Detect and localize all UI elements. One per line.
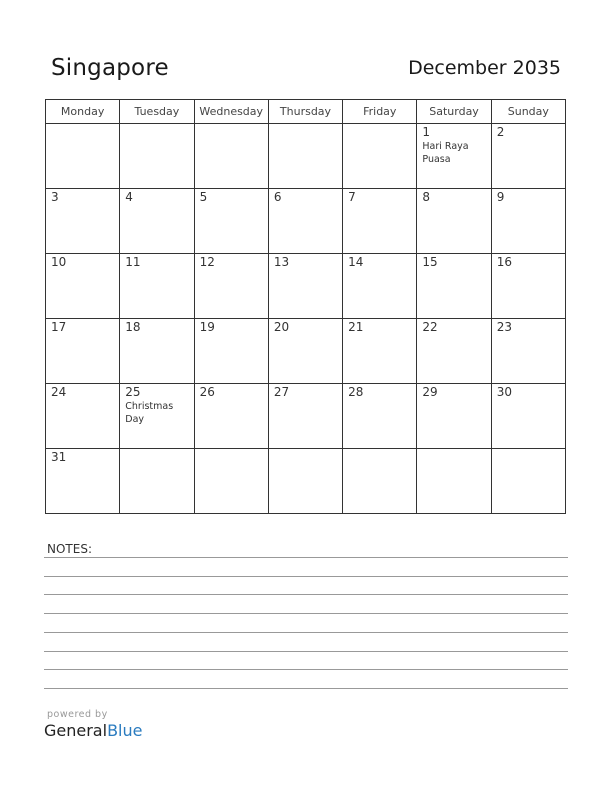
week-row-5 [46, 384, 566, 449]
weekday-wednesday: Wednesday [194, 100, 268, 124]
day-number [417, 449, 490, 450]
week-row-6 [46, 449, 566, 514]
day-number [195, 124, 268, 125]
day-cell [268, 254, 342, 319]
day-cell [194, 189, 268, 254]
day-cell [491, 189, 565, 254]
day-number: 2 [496, 125, 505, 139]
powered-by-text: powered by [47, 709, 108, 720]
day-cell [46, 254, 120, 319]
day-number [343, 449, 416, 450]
day-number: 1 [422, 125, 431, 139]
day-number: 21 [348, 320, 364, 334]
note-line [44, 557, 568, 558]
weekday-sunday: Sunday [491, 100, 565, 124]
day-cell [491, 254, 565, 319]
day-cell [120, 384, 194, 449]
calendar-grid [45, 99, 566, 514]
day-cell [417, 124, 491, 189]
day-cell [46, 384, 120, 449]
day-cell [417, 189, 491, 254]
day-cell [120, 254, 194, 319]
day-cell [46, 449, 120, 514]
weekday-tuesday: Tuesday [120, 100, 194, 124]
day-number: 9 [496, 190, 505, 204]
day-number: 11 [125, 255, 141, 269]
day-cell [120, 189, 194, 254]
day-number: 30 [496, 385, 512, 399]
week-row-1 [46, 124, 566, 189]
weekday-friday: Friday [343, 100, 417, 124]
day-cell [417, 254, 491, 319]
day-cell [194, 254, 268, 319]
day-number: 4 [125, 190, 133, 204]
day-number: 22 [422, 320, 438, 334]
day-cell [343, 319, 417, 384]
day-number: 19 [199, 320, 215, 334]
day-cell [417, 384, 491, 449]
day-cell [194, 319, 268, 384]
day-number: 20 [273, 320, 290, 334]
day-number: 17 [51, 320, 67, 334]
day-cell [491, 449, 565, 514]
note-line [44, 594, 568, 595]
day-cell [343, 384, 417, 449]
week-row-4 [46, 319, 566, 384]
note-line [44, 613, 568, 614]
day-number [120, 449, 193, 450]
day-number: 5 [199, 190, 208, 204]
day-number [46, 124, 119, 125]
day-cell [46, 319, 120, 384]
country-title: Singapore [51, 55, 169, 81]
day-cell [268, 319, 342, 384]
day-cell [491, 384, 565, 449]
brand-blue: Blue [107, 721, 143, 740]
day-cell [268, 384, 342, 449]
note-line [44, 669, 568, 670]
weekday-monday: Monday [46, 100, 120, 124]
day-number [343, 124, 416, 125]
day-number: 7 [348, 190, 356, 204]
day-cell [46, 124, 120, 189]
day-cell [268, 189, 342, 254]
day-number: 12 [199, 255, 215, 269]
notes-label: NOTES: [47, 542, 92, 556]
day-number: 24 [51, 385, 67, 399]
day-cell [343, 189, 417, 254]
day-cell [46, 189, 120, 254]
day-number: 29 [422, 385, 438, 399]
holiday-label: Christmas Day [125, 401, 174, 425]
brand-logo [44, 721, 142, 740]
day-number: 18 [125, 320, 141, 334]
day-number [120, 124, 193, 125]
day-number: 27 [273, 385, 290, 399]
note-line [44, 632, 568, 633]
day-number [195, 449, 268, 450]
day-cell [491, 319, 565, 384]
weekday-saturday: Saturday [417, 100, 491, 124]
day-cell [194, 124, 268, 189]
day-number [492, 449, 565, 450]
month-year-title: December 2035 [408, 57, 561, 79]
day-cell [120, 449, 194, 514]
weekday-header-row [46, 100, 566, 124]
day-number [269, 449, 342, 450]
day-cell [194, 449, 268, 514]
day-cell [491, 124, 565, 189]
day-number: 6 [273, 190, 282, 204]
day-number: 26 [199, 385, 215, 399]
week-row-2 [46, 189, 566, 254]
day-number: 23 [496, 320, 512, 334]
day-cell [120, 124, 194, 189]
day-number: 3 [51, 190, 59, 204]
weekday-thursday: Thursday [268, 100, 342, 124]
day-cell [417, 449, 491, 514]
holiday-label: Hari Raya Puasa [422, 141, 469, 165]
day-number: 25 [125, 385, 141, 399]
day-number: 16 [496, 255, 512, 269]
week-row-3 [46, 254, 566, 319]
day-cell [268, 449, 342, 514]
day-cell [343, 449, 417, 514]
brand-general: General [44, 721, 108, 740]
note-line [44, 651, 568, 652]
note-line [44, 688, 568, 689]
day-cell [343, 124, 417, 189]
day-cell [194, 384, 268, 449]
day-number [269, 124, 342, 125]
day-number: 31 [51, 450, 67, 464]
day-number: 14 [348, 255, 364, 269]
day-cell [120, 319, 194, 384]
day-cell [268, 124, 342, 189]
day-number: 15 [422, 255, 438, 269]
day-cell [417, 319, 491, 384]
day-number: 13 [273, 255, 290, 269]
note-line [44, 576, 568, 577]
day-number: 8 [422, 190, 431, 204]
day-number: 28 [348, 385, 364, 399]
day-cell [343, 254, 417, 319]
day-number: 10 [51, 255, 67, 269]
